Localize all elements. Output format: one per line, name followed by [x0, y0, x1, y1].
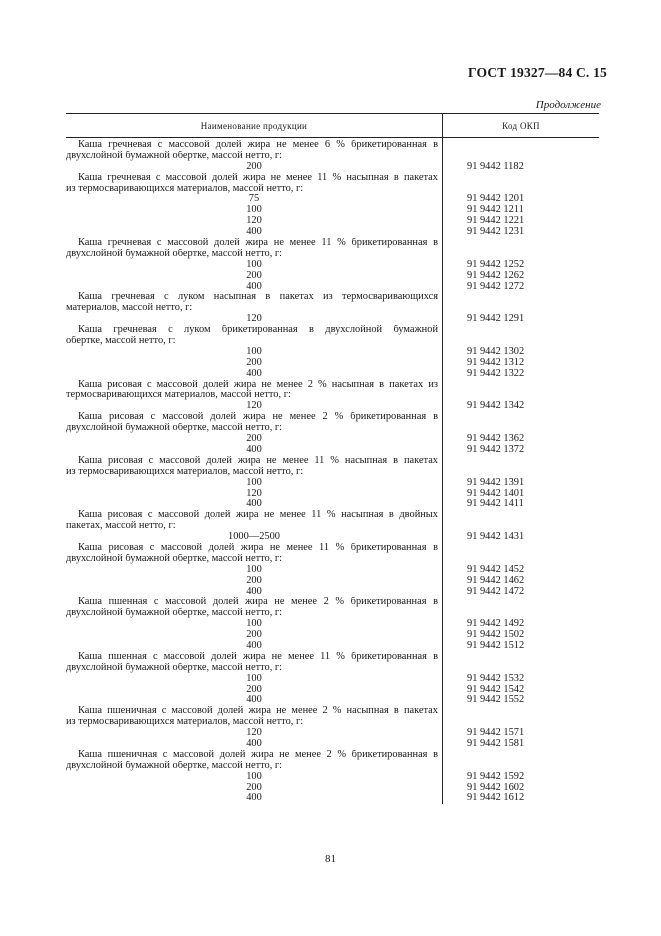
net-weight-cell: 200 [246, 575, 262, 586]
okp-code-cell [442, 412, 599, 423]
okp-code-cell [442, 510, 599, 521]
table-row [66, 587, 599, 598]
okp-code-cell: 91 9442 1462 [467, 574, 525, 586]
document-header: ГОСТ 19327—84 С. 15 [468, 65, 607, 80]
table-row [66, 750, 599, 761]
okp-code-cell: 91 9442 1492 [467, 618, 525, 630]
net-weight-cell: 400 [246, 368, 262, 379]
net-weight-cell: 120 [246, 216, 262, 227]
okp-code-cell [442, 663, 599, 674]
product-name-cell: двухслойной бумажной обертке, массой нетто, г: [66, 553, 283, 564]
table-row [66, 499, 599, 510]
table-row [66, 576, 599, 587]
okp-code-cell: 91 9442 1592 [467, 770, 525, 782]
okp-code-cell [442, 750, 599, 761]
net-weight-cell: 100 [246, 477, 262, 488]
net-weight-cell: 100 [246, 619, 262, 630]
product-name-cell: материалов, массой нетто, г: [66, 303, 193, 314]
product-name-cell: двухслойной бумажной обертке, массой нетто, г: [66, 662, 283, 673]
product-name-cell: из термосваривающихся материалов, массой нетто, г: [66, 717, 304, 728]
product-name-cell: термосваривающихся материалов, массой нетто, г: [66, 390, 291, 401]
table-row [66, 380, 599, 391]
net-weight-cell: 100 [246, 771, 262, 782]
okp-code-cell [442, 456, 599, 467]
okp-code-cell: 91 9442 1512 [467, 639, 525, 651]
okp-code-cell: 91 9442 1602 [467, 781, 525, 793]
net-weight-cell: 200 [246, 434, 262, 445]
net-weight-cell: 100 [246, 564, 262, 575]
okp-code-cell: 91 9442 1472 [467, 585, 525, 597]
okp-code-cell [442, 597, 599, 608]
table-row [66, 532, 599, 543]
table-header [66, 114, 599, 138]
table-row [66, 663, 599, 674]
table-row [66, 641, 599, 652]
net-weight-cell: 400 [246, 695, 262, 706]
okp-code-cell: 91 9442 1372 [467, 443, 525, 455]
table-row [66, 456, 599, 467]
okp-code-cell [442, 292, 599, 303]
product-name-cell: Каша гречневая с луком насыпная в пакетах из термосваривающихся [78, 292, 438, 303]
net-weight-cell: 400 [246, 640, 262, 651]
column-header-okp-code: Код ОКП [502, 120, 540, 131]
okp-code-cell: 91 9442 1262 [467, 269, 525, 281]
product-name-cell: Каша гречневая с массовой долей жира не менее 6 % брикетированная в [78, 140, 438, 150]
product-name-cell: Каша рисовая с массовой долей жира не менее 11 % брикетированная в [78, 542, 438, 553]
table-row [66, 173, 599, 184]
product-name-cell: Каша рисовая с массовой долей жира не менее 11 % насыпная в двойных [78, 510, 438, 521]
table-row [66, 793, 599, 804]
net-weight-cell: 400 [246, 499, 262, 510]
net-weight-cell: 200 [246, 782, 262, 793]
table-row [66, 227, 599, 238]
product-name-cell: двухслойной бумажной обертке, массой нетто, г: [66, 423, 283, 434]
table-row [66, 271, 599, 282]
okp-code-cell: 91 9442 1272 [467, 280, 525, 292]
product-name-cell: Каша пшенная с массовой долей жира не менее 2 % брикетированная в [78, 597, 438, 608]
table-row [66, 162, 599, 173]
product-name-cell: Каша пшенная с массовой долей жира не менее 11 % брикетированная в [78, 651, 438, 662]
okp-code-cell: 91 9442 1532 [467, 672, 525, 684]
okp-code-cell [442, 325, 599, 336]
net-weight-cell: 400 [246, 227, 262, 238]
table-row [66, 565, 599, 576]
okp-code-cell [442, 706, 599, 717]
net-weight-cell: 1000—2500 [228, 532, 280, 543]
net-weight-cell: 100 [246, 346, 262, 357]
okp-code-cell: 91 9442 1231 [467, 226, 525, 238]
product-name-cell: Каша рисовая с массовой долей жира не менее 2 % брикетированная в [78, 412, 438, 423]
net-weight-cell: 400 [246, 281, 262, 292]
okp-code-cell: 91 9442 1431 [467, 531, 525, 543]
table-row [66, 652, 599, 663]
okp-code-cell [442, 380, 599, 391]
okp-code-cell: 91 9442 1291 [467, 313, 525, 325]
okp-code-cell: 91 9442 1312 [467, 356, 525, 368]
table-row [66, 597, 599, 608]
okp-code-cell: 91 9442 1391 [467, 476, 525, 488]
product-name-cell: Каша пшеничная с массовой долей жира не менее 2 % брикетированная в [78, 749, 438, 760]
product-name-cell: Каша рисовая с массовой долей жира не менее 11 % насыпная в пакетах [78, 455, 438, 466]
net-weight-cell: 200 [246, 270, 262, 281]
column-header-product-name: Наименование продукции [66, 114, 443, 137]
okp-code-cell: 91 9442 1502 [467, 629, 525, 641]
okp-code-cell: 91 9442 1182 [467, 160, 524, 172]
table-row [66, 510, 599, 521]
okp-code-cell: 91 9442 1581 [467, 737, 525, 749]
table-row [66, 369, 599, 380]
okp-code-cell [442, 467, 599, 478]
okp-code-cell [442, 238, 599, 249]
okp-code-cell: 91 9442 1452 [467, 563, 525, 575]
table-row [66, 467, 599, 478]
page-number: 81 [325, 853, 336, 865]
okp-code-cell: 91 9442 1221 [467, 215, 525, 227]
okp-code-cell [442, 543, 599, 554]
product-name-cell: из термосваривающихся материалов, массой нетто, г: [66, 466, 304, 477]
okp-code-cell: 91 9442 1252 [467, 258, 525, 270]
product-name-cell: Каша гречневая с массовой долей жира не менее 11 % насыпная в пакетах [78, 172, 438, 183]
net-weight-cell: 100 [246, 205, 262, 216]
table-row [66, 772, 599, 783]
table-row [66, 325, 599, 336]
continuation-label: Продолжение [535, 99, 601, 111]
okp-code-cell: 91 9442 1571 [467, 727, 525, 739]
product-name-cell: из термосваривающихся материалов, массой нетто, г: [66, 183, 304, 194]
table-row [66, 695, 599, 706]
net-weight-cell: 100 [246, 673, 262, 684]
net-weight-cell: 120 [246, 401, 262, 412]
net-weight-cell: 400 [246, 444, 262, 455]
product-name-cell: обертке, массой нетто, г: [66, 336, 176, 347]
okp-code-cell: 91 9442 1401 [467, 487, 525, 499]
table-row [66, 238, 599, 249]
table-row [66, 445, 599, 456]
net-weight-cell: 100 [246, 259, 262, 270]
okp-code-cell: 91 9442 1211 [467, 204, 524, 216]
product-name-cell: двухслойной бумажной обертке, массой нетто, г: [66, 150, 283, 161]
table-body [66, 138, 599, 804]
product-name-cell: Каша гречневая с луком брикетированная в двухслойной бумажной [78, 325, 438, 336]
table-row [66, 412, 599, 423]
product-name-cell: Каша пшеничная с массовой долей жира не менее 2 % насыпная в пакетах [78, 706, 438, 717]
net-weight-cell: 200 [246, 161, 262, 172]
table-row [66, 292, 599, 303]
table-row [66, 674, 599, 685]
product-name-cell: двухслойной бумажной обертке, массой нетто, г: [66, 760, 283, 771]
table-row [66, 282, 599, 293]
product-name-cell: пакетах, массой нетто, г: [66, 521, 176, 532]
okp-code-cell: 91 9442 1542 [467, 683, 525, 695]
net-weight-cell: 400 [246, 586, 262, 597]
table-row [66, 543, 599, 554]
okp-code-cell: 91 9442 1362 [467, 433, 525, 445]
okp-code-cell: 91 9442 1322 [467, 367, 525, 379]
net-weight-cell: 200 [246, 357, 262, 368]
product-code-table [66, 113, 599, 804]
net-weight-cell: 75 [248, 194, 260, 205]
table-row [66, 314, 599, 325]
product-name-cell: Каша гречневая с массовой долей жира не менее 11 % брикетированная в [78, 238, 438, 249]
table-row [66, 401, 599, 412]
table-row [66, 706, 599, 717]
net-weight-cell: 120 [246, 728, 262, 739]
okp-code-cell: 91 9442 1411 [467, 498, 524, 510]
okp-code-cell: 91 9442 1612 [467, 792, 525, 804]
product-name-cell: двухслойной бумажной обертке, массой нетто, г: [66, 248, 283, 259]
net-weight-cell: 120 [246, 314, 262, 325]
table-row [66, 478, 599, 489]
okp-code-cell: 91 9442 1342 [467, 400, 525, 412]
okp-code-cell [442, 652, 599, 663]
okp-code-cell [442, 173, 599, 184]
product-name-cell: двухслойной бумажной обертке, массой нетто, г: [66, 608, 283, 619]
table-row [66, 739, 599, 750]
okp-code-cell: 91 9442 1302 [467, 345, 525, 357]
net-weight-cell: 120 [246, 488, 262, 499]
net-weight-cell: 400 [246, 738, 262, 749]
okp-code-cell: 91 9442 1552 [467, 694, 525, 706]
okp-code-cell [442, 140, 599, 151]
okp-code-cell: 91 9442 1201 [467, 193, 525, 205]
net-weight-cell: 200 [246, 630, 262, 641]
product-name-cell: Каша рисовая с массовой долей жира не менее 2 % насыпная в пакетах из [78, 379, 438, 390]
table-row [66, 140, 599, 151]
net-weight-cell: 200 [246, 684, 262, 695]
net-weight-cell: 400 [246, 793, 262, 804]
